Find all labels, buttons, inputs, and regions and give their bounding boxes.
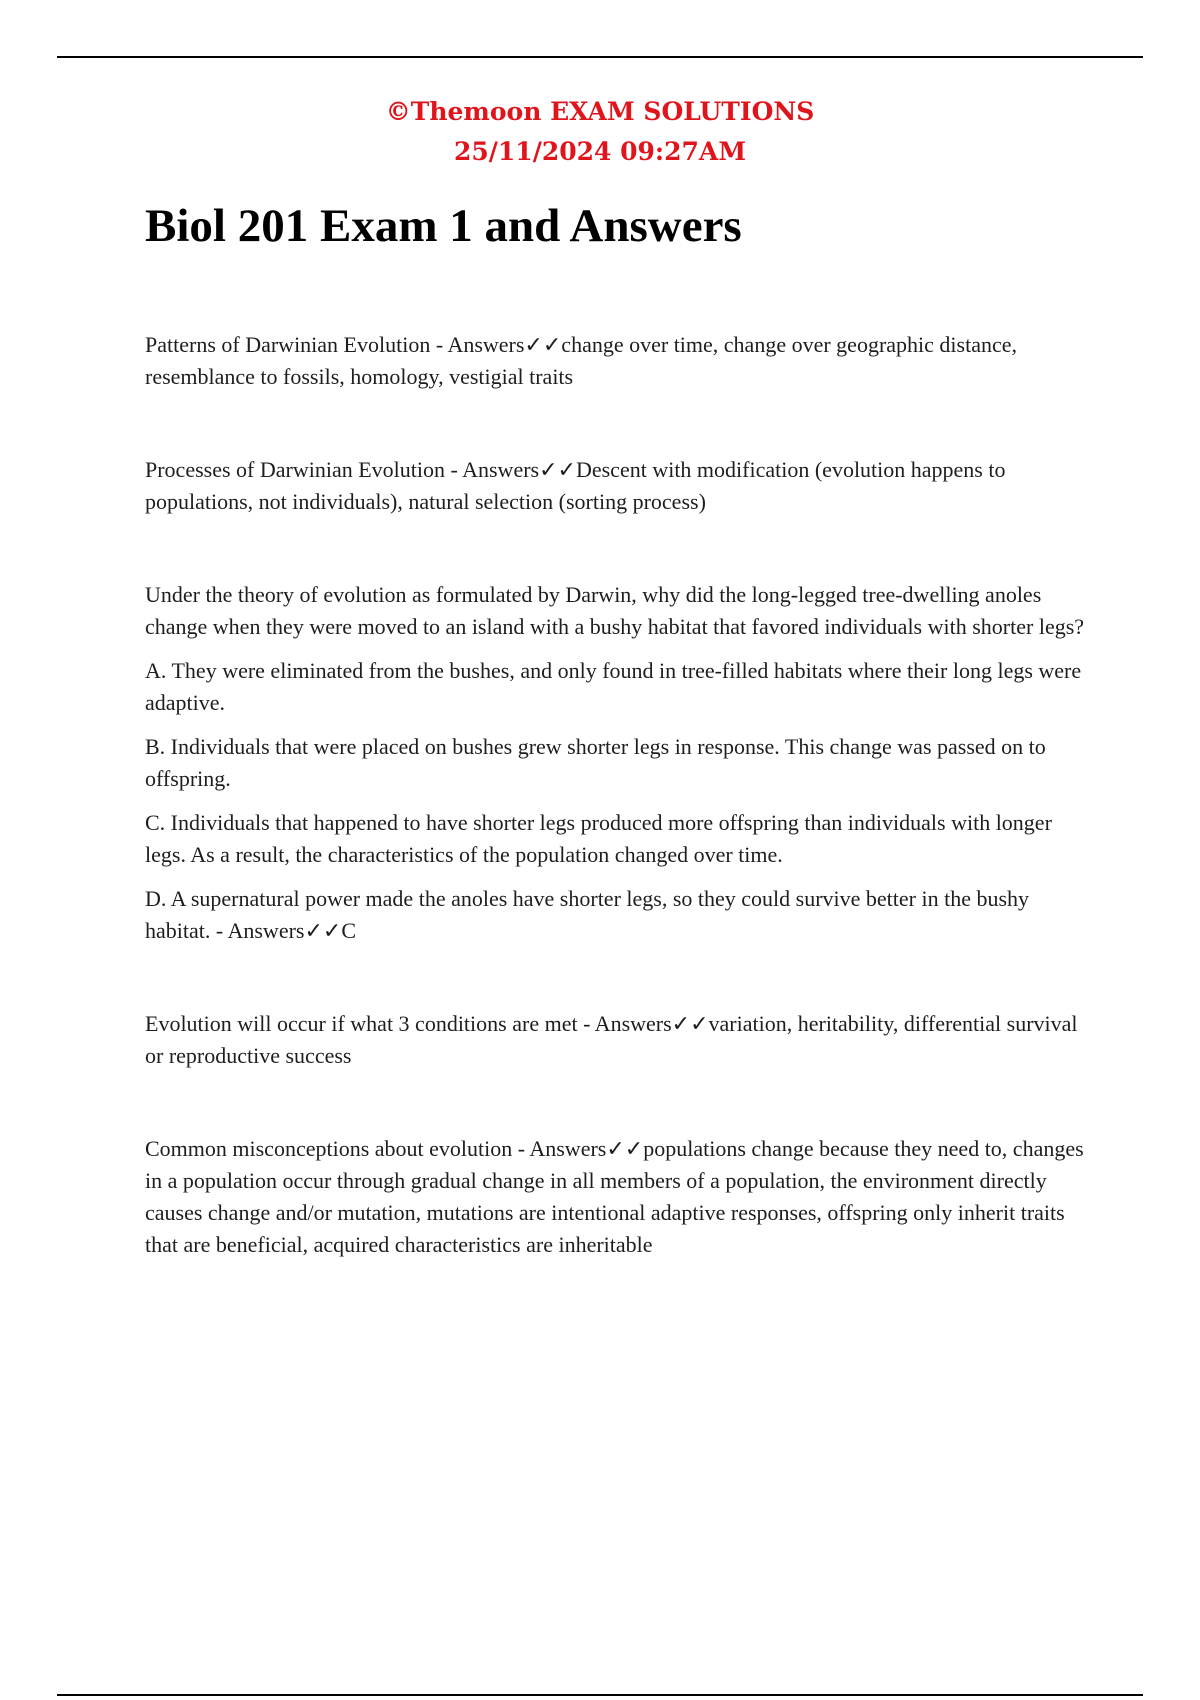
top-rule bbox=[57, 56, 1143, 58]
qa-text: Common misconceptions about evolution - Answers✓✓populations change because they need to, changes in a population occur through gradual change in all members of a population, the environment directly causes change and/or mutation, mutations are intentional adaptive responses, offspring only inherit traits that are beneficial, acquired characteristics are inheritable bbox=[145, 1136, 1084, 1257]
header-line-1: ©Themoon EXAM SOLUTIONS bbox=[385, 97, 815, 126]
multiple-choice-item bbox=[145, 579, 1085, 947]
qa-text: Evolution will occur if what 3 conditions are met - Answers✓✓variation, heritability, differential survival or reproductive success bbox=[145, 1011, 1078, 1068]
answer-option-b: B. Individuals that were placed on bushes grew shorter legs in response. This change was passed on to offspring. bbox=[145, 734, 1046, 791]
document-body bbox=[145, 329, 1085, 1322]
header-timestamp: 25/11/2024 09:27AM bbox=[453, 137, 746, 166]
answer-option-a: A. They were eliminated from the bushes, and only found in tree-filled habitats where their long legs were adaptive. bbox=[145, 658, 1082, 715]
watermark-header bbox=[0, 92, 1200, 172]
qa-text: Processes of Darwinian Evolution - Answers✓✓Descent with modification (evolution happens to populations, not individuals), natural selection (sorting process) bbox=[145, 457, 1006, 514]
question-stem: Under the theory of evolution as formulated by Darwin, why did the long-legged tree-dwelling anoles change when they were moved to an island with a bushy habitat that favored individuals with shorter legs? bbox=[145, 582, 1085, 639]
qa-item bbox=[145, 454, 1085, 518]
qa-item bbox=[145, 329, 1085, 393]
qa-text: Patterns of Darwinian Evolution - Answers✓✓change over time, change over geographic distance, resemblance to fossils, homology, vestigial traits bbox=[145, 332, 1017, 389]
bottom-rule bbox=[57, 1694, 1143, 1696]
qa-item bbox=[145, 1133, 1085, 1261]
qa-item bbox=[145, 1008, 1085, 1072]
answer-option-d: D. A supernatural power made the anoles have shorter legs, so they could survive better in the bushy habitat. - Answers✓✓C bbox=[145, 886, 1030, 943]
answer-option-c: C. Individuals that happened to have shorter legs produced more offspring than individuals with longer legs. As a result, the characteristics of the population changed over time. bbox=[145, 810, 1052, 867]
document-title: Biol 201 Exam 1 and Answers bbox=[145, 200, 742, 252]
